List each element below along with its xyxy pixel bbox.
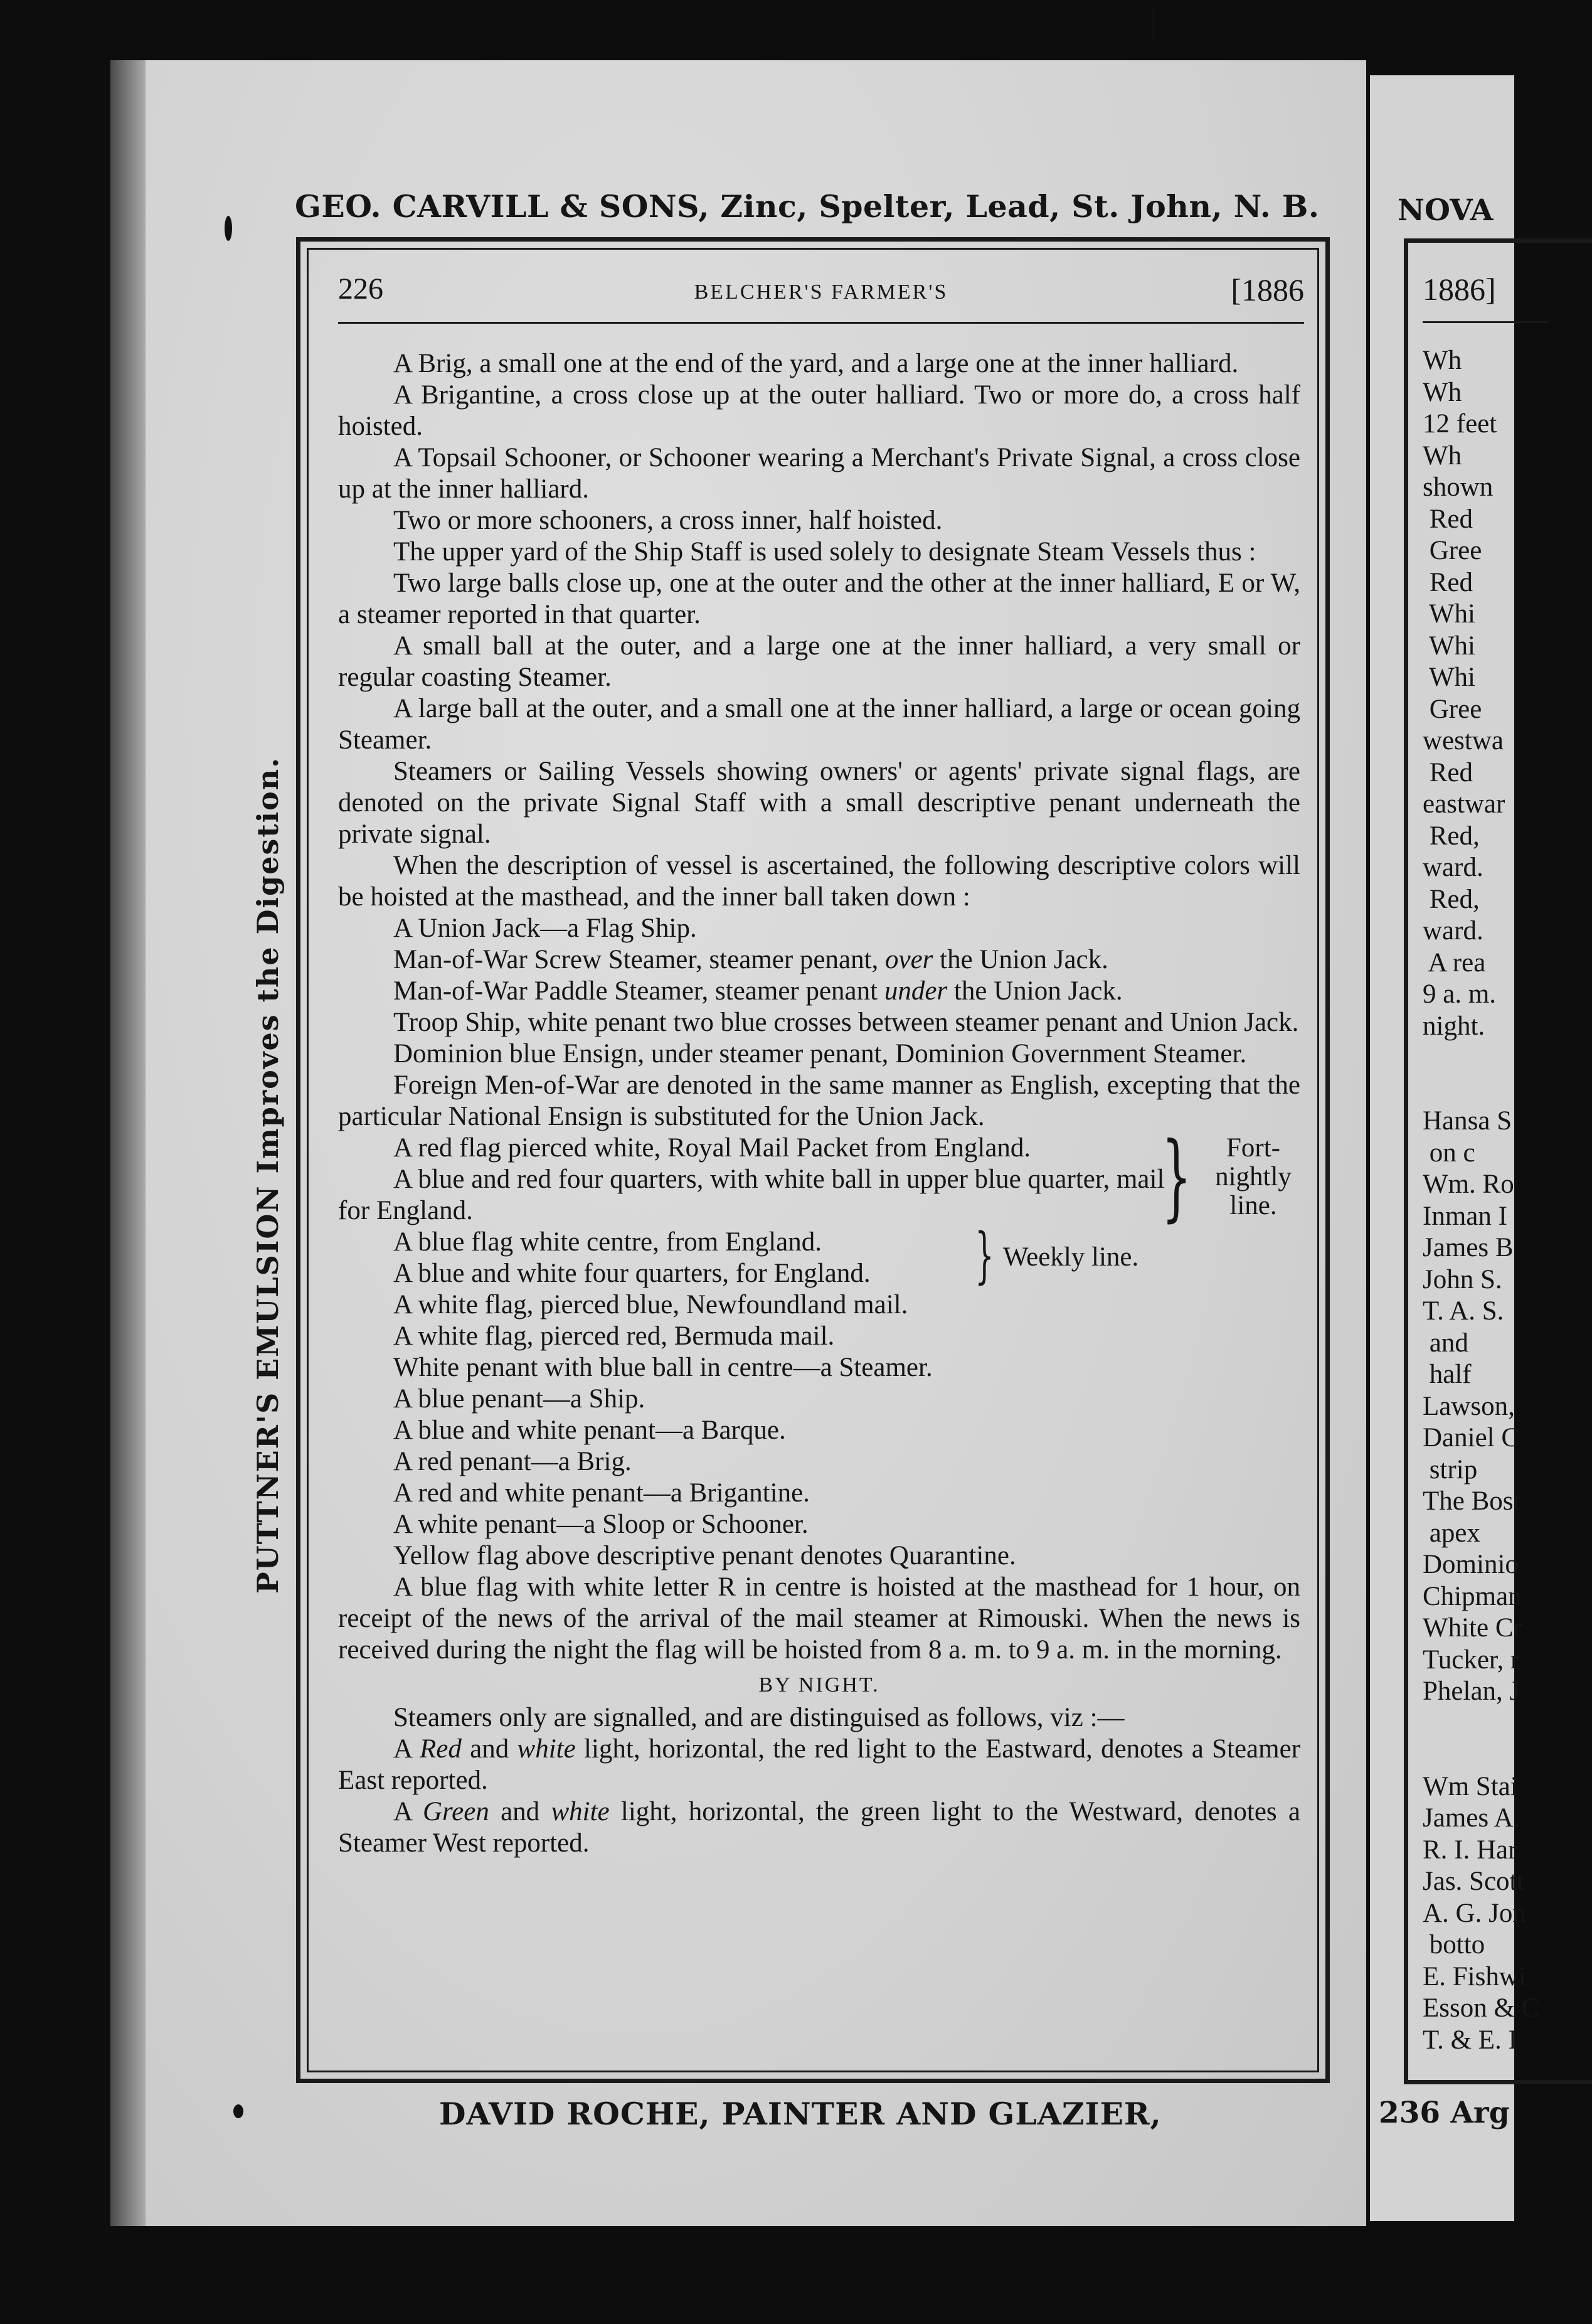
binding-edge xyxy=(110,60,151,2226)
paragraph: Two large balls close up, one at the outer and the other at the inner halliard, E or W, a steamer reported in that quarter. xyxy=(338,568,1300,629)
list-item: A red penant—a Brig. xyxy=(393,1447,632,1476)
list-item: A white flag, pierced red, Bermuda mail. xyxy=(393,1321,835,1351)
footer-advertisement: DAVID ROCHE, PAINTER AND GLAZIER, xyxy=(439,2096,1162,2132)
fortnightly-group xyxy=(338,1122,1300,1232)
paragraph: A Brigantine, a cross close up at the outer halliard. Two or more do, a cross half hoisted. xyxy=(338,380,1300,441)
text-emphasis: Green xyxy=(422,1797,489,1826)
list-item-emphasis: under xyxy=(884,976,948,1006)
list-item: A blue and white penant—a Barque. xyxy=(393,1415,786,1445)
text-run: A xyxy=(393,1797,423,1826)
body-text xyxy=(338,348,1300,1859)
list-item: A blue and white four quarters, for England. xyxy=(393,1259,871,1288)
facing-page-year: 1886] xyxy=(1423,272,1496,307)
page-number: 226 xyxy=(338,272,383,306)
brace-note-line: line. xyxy=(1229,1191,1277,1220)
paragraph: A Brig, a small one at the end of the yard, and a large one at the inner halliard. xyxy=(393,349,1239,378)
list-item-text: the Union Jack. xyxy=(947,976,1123,1006)
list-item-text: Man-of-War Paddle Steamer, steamer penant xyxy=(393,976,884,1006)
header-rule xyxy=(338,322,1304,324)
facing-page-footer: 236 Arg xyxy=(1379,2096,1510,2130)
text-emphasis: white xyxy=(551,1797,610,1826)
weekly-group xyxy=(338,1220,1300,1291)
list-item-text: the Union Jack. xyxy=(933,945,1108,974)
facing-page-text: Wh Wh 12 feet Wh shown Red Gree Red Whi Whi Whi Gree westwa Red eastwar Red, ward. Red, ward. A rea 9 a. m. night. Hansa S on c Wm. Ro Inman I James B John S. T. A. S. and half Lawson, Daniel C strip The Bost apex Dominio Chipman White Cr Tucker, r Phelan, J Wm Stai James A. R. I. Har Jas. Scott A. G. Jon botto E. Fishwi Esson & C T. & E. I xyxy=(1423,346,1540,2055)
text-run: and xyxy=(489,1797,551,1826)
paragraph: A large ball at the outer, and a small one at the inner halliard, a large or ocean going Steamer. xyxy=(338,694,1300,755)
list-item: A blue and red four quarters, with white ball in upper blue quarter, mail for England. xyxy=(338,1165,1165,1225)
list-item: A red and white penant—a Brigantine. xyxy=(393,1478,810,1508)
brace-note-line: Fort- xyxy=(1226,1133,1280,1163)
page-header xyxy=(338,272,1304,316)
list-item: A blue penant—a Ship. xyxy=(393,1384,645,1414)
paragraph: Steamers only are signalled, and are distinguised as follows, viz :— xyxy=(393,1703,1125,1732)
list-item xyxy=(338,944,1300,976)
text-emphasis: white xyxy=(517,1734,576,1764)
ink-speck xyxy=(1152,5,1155,43)
paragraph: Troop Ship, white penant two blue crosses between steamer penant and Union Jack. xyxy=(393,1008,1299,1037)
list-item: Yellow flag above descriptive penant denotes Quarantine. xyxy=(393,1541,1016,1570)
paragraph: Two or more schooners, a cross inner, half hoisted. xyxy=(393,506,943,535)
fortnightly-note xyxy=(1206,1134,1300,1220)
paragraph: A blue flag with white letter R in centre is hoisted at the masthead for 1 hour, on receipt of the news of the arrival of the mail steamer at Rimouski. When the news is received during the night the flag will be hoisted from 8 a. m. to 9 a. m. in the morning. xyxy=(338,1572,1300,1665)
paragraph: Dominion blue Ensign, under steamer penant, Dominion Government Steamer. xyxy=(393,1039,1247,1069)
paragraph: A small ball at the outer, and a large one at the inner halliard, a very small or regular coasting Steamer. xyxy=(338,631,1300,692)
paragraph: Steamers or Sailing Vessels showing owners' or agents' private signal flags, are denoted on the private Signal Staff with a small descriptive penant underneath the private signal. xyxy=(338,757,1300,849)
list-item: A white flag, pierced blue, Newfoundland mail. xyxy=(393,1290,908,1319)
list-item: White penant with blue ball in centre—a Steamer. xyxy=(393,1353,933,1382)
year-label: [1886 xyxy=(1231,272,1304,307)
page-frame xyxy=(296,237,1330,2083)
ink-speck xyxy=(233,2104,243,2118)
ink-speck xyxy=(225,216,232,241)
section-title: BY NIGHT. xyxy=(758,1673,880,1697)
facing-page-rule xyxy=(1423,321,1548,323)
paragraph: A Topsail Schooner, or Schooner wearing a Merchant's Private Signal, a cross close up at the inner halliard. xyxy=(338,443,1300,504)
right-brace-icon: } xyxy=(1161,1122,1192,1232)
side-advertisement: PUTTNER'S EMULSION Improves the Digestion. xyxy=(251,756,285,1594)
list-item xyxy=(338,976,1300,1007)
paragraph: The upper yard of the Ship Staff is used solely to designate Steam Vessels thus : xyxy=(393,537,1256,567)
list-item: A blue flag white centre, from England. xyxy=(393,1227,822,1257)
text-run: light, horizontal, the green light to the Westward, denotes a Steamer West reported. xyxy=(338,1797,1300,1858)
list-item: A Union Jack—a Flag Ship. xyxy=(393,914,697,943)
weekly-note: Weekly line. xyxy=(1003,1242,1139,1272)
list-item-text: Man-of-War Screw Steamer, steamer penant, xyxy=(393,945,886,974)
brace-note-line: nightly xyxy=(1215,1162,1292,1191)
text-run: and xyxy=(461,1734,517,1764)
text-run: light, horizontal, the red light to the Eastward, denotes a Steamer East reported. xyxy=(338,1734,1300,1795)
facing-page-content xyxy=(1366,188,1540,2259)
paragraph xyxy=(338,1734,1300,1796)
list-item: A white penant—a Sloop or Schooner. xyxy=(393,1510,809,1539)
running-head-advertisement: GEO. CARVILL & SONS, Zinc, Spelter, Lead, St. John, N. B. xyxy=(295,188,1320,225)
paragraph xyxy=(338,1796,1300,1859)
running-title: BELCHER'S FARMER'S xyxy=(694,280,948,304)
list-item: A red flag pierced white, Royal Mail Packet from England. xyxy=(393,1133,1031,1163)
paragraph: When the description of vessel is ascertained, the following descriptive colors will be hoisted at the masthead, and the inner ball taken down : xyxy=(338,851,1300,912)
text-emphasis: Red xyxy=(419,1734,462,1764)
right-brace-icon: } xyxy=(975,1220,994,1291)
paragraph: Foreign Men-of-War are denoted in the same manner as English, excepting that the particular National Ensign is substituted for the Union Jack. xyxy=(338,1070,1300,1131)
list-item-emphasis: over xyxy=(885,945,933,974)
text-run: A xyxy=(393,1734,420,1764)
facing-page-head: NOVA xyxy=(1398,193,1494,228)
